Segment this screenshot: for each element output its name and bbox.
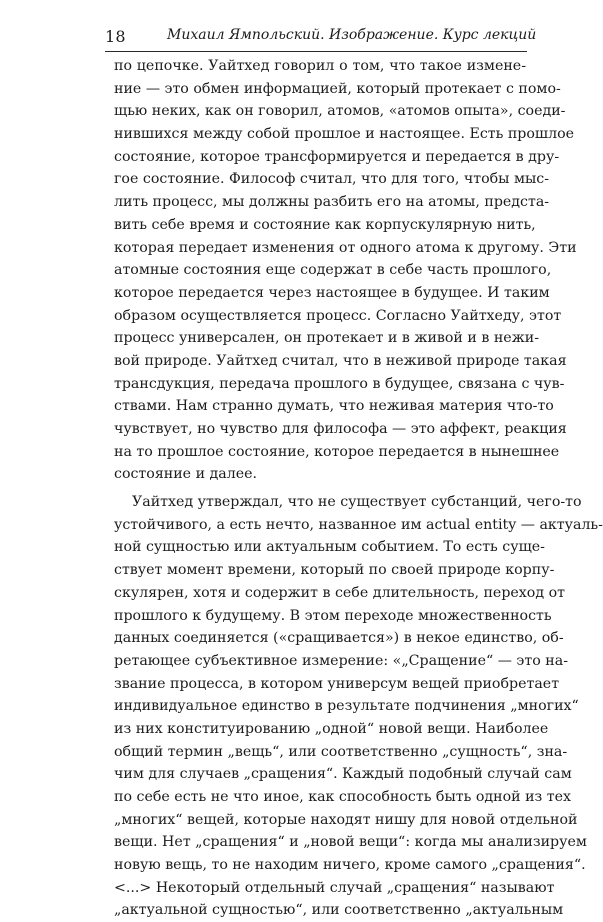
text-line: звание процесса, в котором универсум вещей приобретает — [114, 675, 560, 692]
text-line: на то прошлое состояние, которое передается в нынешнее — [114, 443, 560, 460]
text-line: „актуальной сущностью“, или соответственно „актуальным — [114, 902, 564, 919]
text-line: общий термин „вещь“, или соответственно „сущность“, зна- — [114, 743, 568, 760]
text-line: состояние и далее. — [114, 466, 258, 483]
text-line: из них конституированию „одной“ новой вещи. Наиболее — [114, 720, 549, 737]
text-line: которая передает изменения от одного атома к другому. Эти — [114, 239, 577, 256]
text-line: процесс универсален, он протекает и в живой и в нежи- — [114, 330, 540, 347]
text-line: состояние, которое трансформируется и передается в дру- — [114, 148, 560, 165]
text-line: ной сущностью или актуальным событием. То есть суще- — [114, 539, 545, 556]
text-line: ретающее субъективное измерение: «„Сращение“ — это на- — [114, 652, 568, 669]
text-line: трансдукция, передача прошлого в будущее, связана с чув- — [114, 375, 565, 392]
text-line: вить себе время и состояние как корпускулярную нить, — [114, 216, 536, 233]
text-line: чим для случаев „сращения“. Каждый подобный случай сам — [114, 766, 572, 783]
text-line: нившихся между собой прошлое и настоящее. Есть прошлое — [114, 126, 575, 143]
text-line: скулярен, хотя и содержит в себе длительность, переход от — [114, 584, 565, 601]
text-line: гое состояние. Философ считал, что для того, чтобы мыс- — [114, 171, 550, 188]
header-rule — [105, 51, 527, 52]
paragraph — [114, 55, 577, 486]
text-line: прошлого к будущему. В этом переходе множественность — [114, 607, 552, 624]
text-line: „многих“ вещей, которые находят нишу для новой отдельной — [114, 811, 578, 828]
text-line: <...> Некоторый отдельный случай „сращения“ называют — [114, 879, 555, 896]
text-line: которое передается через настоящее в будущее. И таким — [114, 284, 550, 301]
text-line: лить процесс, мы должны разбить его на атомы, предста- — [114, 194, 550, 211]
page-header — [105, 17, 537, 49]
text-line: по цепочке. Уайтхед говорил о том, что такое измене- — [114, 58, 526, 74]
running-title: Михаил Ямпольский. Изображение. Курс лекций — [167, 27, 537, 43]
text-line: чувствует, но чувство для философа — это аффект, реакция — [114, 421, 567, 437]
text-line: ние — это обмен информацией, который протекает с помо- — [114, 80, 561, 97]
text-line: вой природе. Уайтхед считал, что в неживой природе такая — [114, 352, 567, 369]
body-text — [114, 55, 603, 919]
text-line: новую вещь, то не находим ничего, кроме самого „сращения“. — [114, 857, 586, 874]
text-line: щью неких, как он говорил, атомов, «атомов опыта», соеди- — [114, 103, 566, 120]
text-line: ствами. Нам странно думать, что неживая материя что-то — [114, 398, 554, 415]
text-line: атомные состояния еще содержат в себе часть прошлого, — [114, 262, 552, 279]
text-line: индивидуальное единство в результате подчинения „многих“ — [114, 698, 579, 715]
text-line: ствует момент времени, который по своей природе корпу- — [114, 562, 555, 579]
text-line: данных соединяется («сращивается») в некое единство, об- — [114, 630, 564, 647]
text-line: по себе есть не что иное, как способность быть одной из тех — [114, 789, 572, 805]
text-line: Уайтхед утверждал, что не существует субстанций, чего-то — [132, 494, 582, 511]
paragraph — [114, 491, 603, 922]
page-number: 18 — [105, 27, 126, 46]
text-line: устойчивого, а есть нечто, названное им actual entity — актуаль- — [114, 516, 603, 533]
text-line: вещи. Нет „сращения“ и „новой вещи“: когда мы анализируем — [114, 834, 587, 851]
text-line: образом осуществляется процесс. Согласно Уайтхеду, этот — [114, 307, 562, 324]
